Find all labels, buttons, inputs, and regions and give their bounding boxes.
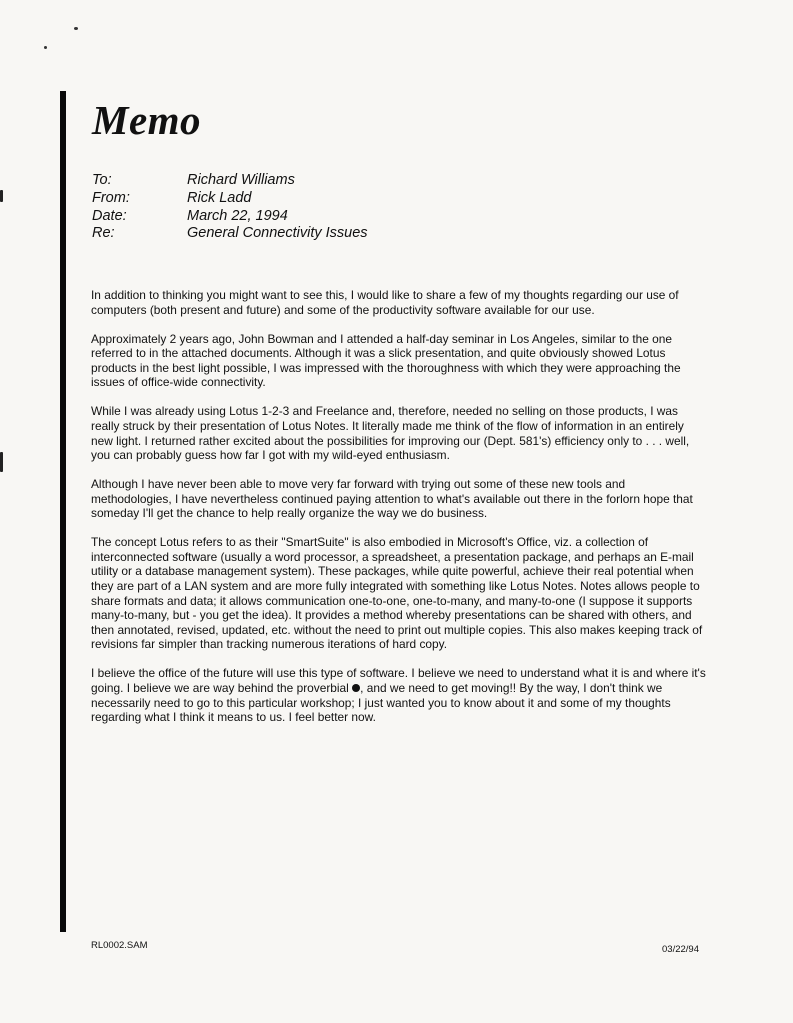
edge-mark — [0, 190, 3, 202]
paragraph-text: I believe the office of the future will use this type of software. I believe we need to understand what it is and where it's going. I believe we are way behind the proverbial — [91, 666, 706, 696]
paragraph — [91, 666, 707, 724]
header-label: To: — [92, 172, 112, 188]
paper-speck — [74, 27, 78, 30]
header-row-to — [92, 172, 368, 190]
header-value: Richard Williams — [187, 172, 295, 188]
paragraph: While I was already using Lotus 1-2-3 and Freelance and, therefore, needed no selling on those products, I was really struck by their presentation of Lotus Notes. It literally made me think of the flow of information in an entirely new light. I returned rather excited about the possibilities for improving our (Dept. 581's) efficiency only to . . . well, you can probably guess how far I got with my wild-eyed enthusiasm. — [91, 404, 690, 463]
memo-header — [92, 172, 368, 243]
header-row-date — [92, 208, 368, 226]
header-row-re — [92, 225, 368, 243]
header-value: Rick Ladd — [187, 189, 252, 206]
header-label: Re: — [92, 225, 115, 242]
paragraph: The concept Lotus refers to as their "SmartSuite" is also embodied in Microsoft's Office, viz. a collection of interconnected software (usually a word processor, a spreadsheet, a presentation package, and perhaps an E-mail utility or a database management system). These packages, while quite powerful, achieve their real potential when they are part of a LAN system and are more fully integrated with something like Lotus Notes. Notes allows people to share formats and data; it allows communication one-to-one, one-to-many, and many-to-one (I suppose it supports many-to-many, but - you get the idea). It provides a method whereby presentations can be shared with others, and then annotated, revised, updated, etc. without the need to print out multiple copies. This also makes keeping track of revisions far simpler than tracking numerous iterations of hard copy. — [91, 535, 703, 652]
memo-left-rule — [60, 91, 66, 932]
edge-mark — [0, 452, 3, 472]
header-value: March 22, 1994 — [187, 207, 288, 224]
paragraph: Although I have never been able to move very far forward with trying out some of these new tools and methodologies, I have nevertheless continued paying attention to what's available out there in the forlorn hope that someday I'll get the chance to help really organize the way we do business. — [91, 477, 693, 521]
header-row-from — [92, 190, 368, 208]
smiley-icon — [352, 684, 360, 692]
paragraph-text: , and we need to get moving!! By the way, I don't think we necessarily need to go to this particular workshop; I just wanted you to know about it and some of my thoughts regarding what I think it means to us. I feel better now. — [91, 681, 671, 725]
memo-body — [91, 288, 707, 739]
header-value: General Connectivity Issues — [187, 225, 368, 242]
paragraph: In addition to thinking you might want to see this, I would like to share a few of my thoughts regarding our use of computers (both present and future) and some of the productivity software available for our use. — [91, 288, 679, 317]
header-label: From: — [92, 189, 130, 206]
footer-date: 03/22/94 — [662, 944, 699, 955]
header-label: Date: — [92, 207, 127, 224]
memo-title: Memo — [92, 97, 202, 143]
paper-speck — [44, 46, 47, 49]
paragraph: Approximately 2 years ago, John Bowman and I attended a half-day seminar in Los Angeles, similar to the one referred to in the attached documents. Although it was a slick presentation, and quite obviously showed Lotus products in the best light possible, I was impressed with the thoroughness with which they were approaching the issues of office-wide connectivity. — [91, 331, 681, 390]
footer-filename: RL0002.SAM — [91, 940, 148, 951]
